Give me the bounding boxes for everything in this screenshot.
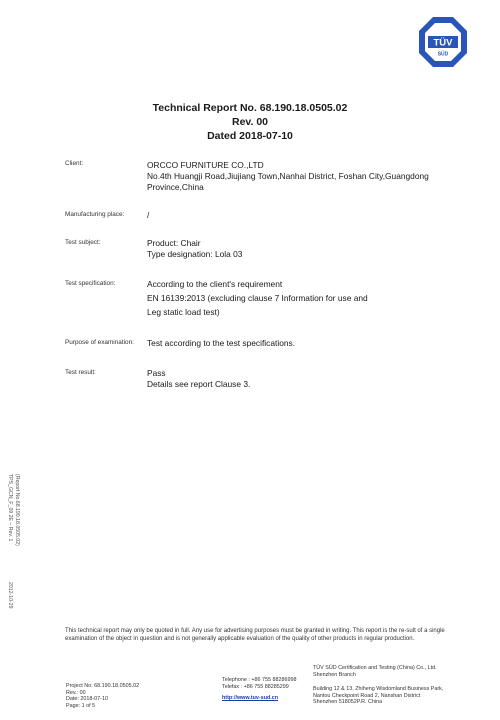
footer-page: Page: 1 of 5 <box>66 702 96 709</box>
manufacturing-value: / <box>147 210 150 220</box>
footer-project-no: Project No: 68.190.18.0505.02 <box>66 683 140 689</box>
subject-value <box>147 238 447 260</box>
footer-company-line2: Shenzhen Branch <box>313 671 356 678</box>
footer-address-line3: Shenzhen 518052P.R. China <box>313 699 383 706</box>
client-address-line1: No.4th Huangji Road,Jiujiang Town,Nanhai District, Foshan City,Guangdong <box>147 170 429 181</box>
result-pass: Pass <box>147 368 166 378</box>
purpose-label: Purpose of examination: <box>65 339 134 346</box>
footer-rev: Rev.: 00 <box>66 689 86 696</box>
subject-type: Type designation: Lola 03 <box>147 248 243 259</box>
footer-telephone: Telephone : +86 755 88286998 <box>222 677 297 683</box>
specification-line2: EN 16139:2013 (excluding clause 7 Information for use and <box>147 292 368 303</box>
specification-line1: According to the client's requirement <box>147 279 283 289</box>
footer-address-line1: Building 12 & 13, Zhiheng Wisdomland Business Park, <box>313 686 444 693</box>
client-label: Client: <box>65 160 84 167</box>
purpose-value: Test according to the test specifications. <box>147 338 296 348</box>
specification-label: Test specification: <box>65 280 116 287</box>
logo-bottom-text: SÜD <box>437 51 449 58</box>
subject-label: Test subject: <box>65 239 101 246</box>
report-revision: Rev. 00 <box>232 116 268 128</box>
footer-address-line2: Nantou Checkpoint Road 2, Nanshan District <box>313 692 421 699</box>
footer-project-info <box>66 683 139 709</box>
result-detail: Details see report Clause 3. <box>147 378 251 389</box>
result-label: Test result: <box>65 369 96 376</box>
report-title: Technical Report No. 68.190.18.0505.02 <box>152 102 348 114</box>
manufacturing-label: Manufacturing place: <box>65 211 125 218</box>
footer-telefax: Telefax : +86 755 88285299 <box>222 683 289 690</box>
side-form-note <box>6 472 20 622</box>
side-note-date: 2012-10-29 <box>7 582 13 609</box>
tuv-sud-logo <box>418 16 468 68</box>
subject-product: Product: Chair <box>147 238 201 248</box>
footer-company-address <box>313 665 473 706</box>
specification-value <box>147 279 447 321</box>
side-note-line2: (Report No.68.190.18.0505.02) <box>14 474 20 546</box>
footer-company-line1: TÜV SÜD Certification and Testing (China) Co., Ltd. <box>313 665 437 671</box>
footer-date: Date: 2018-07-10 <box>66 696 108 703</box>
result-value <box>147 368 447 390</box>
logo-top-text: TÜV <box>433 37 453 49</box>
report-date: Dated 2018-07-10 <box>207 130 293 142</box>
report-heading <box>0 101 500 143</box>
client-value <box>147 160 447 192</box>
footer-contact <box>222 677 297 702</box>
specification-line3: Leg static load test) <box>147 306 220 317</box>
footer-website-link[interactable]: http://www.tuv-sud.cn <box>222 695 279 702</box>
side-note-line1: TPS_GCN_F_09 2E – Rev. 1 <box>7 474 13 542</box>
client-address-line2: Province,China <box>147 181 204 192</box>
disclaimer-text: This technical report may only be quoted in full. Any use for advertising purposes must be granted in writing. This report is the re-sult of a single examination of the object in question and is not generally applicable evaluation of the quality of other products in regular production. <box>65 628 445 642</box>
tuv-sud-octagon-icon <box>418 16 468 68</box>
client-name: ORCCO FURNITURE CO.,LTD <box>147 160 264 170</box>
